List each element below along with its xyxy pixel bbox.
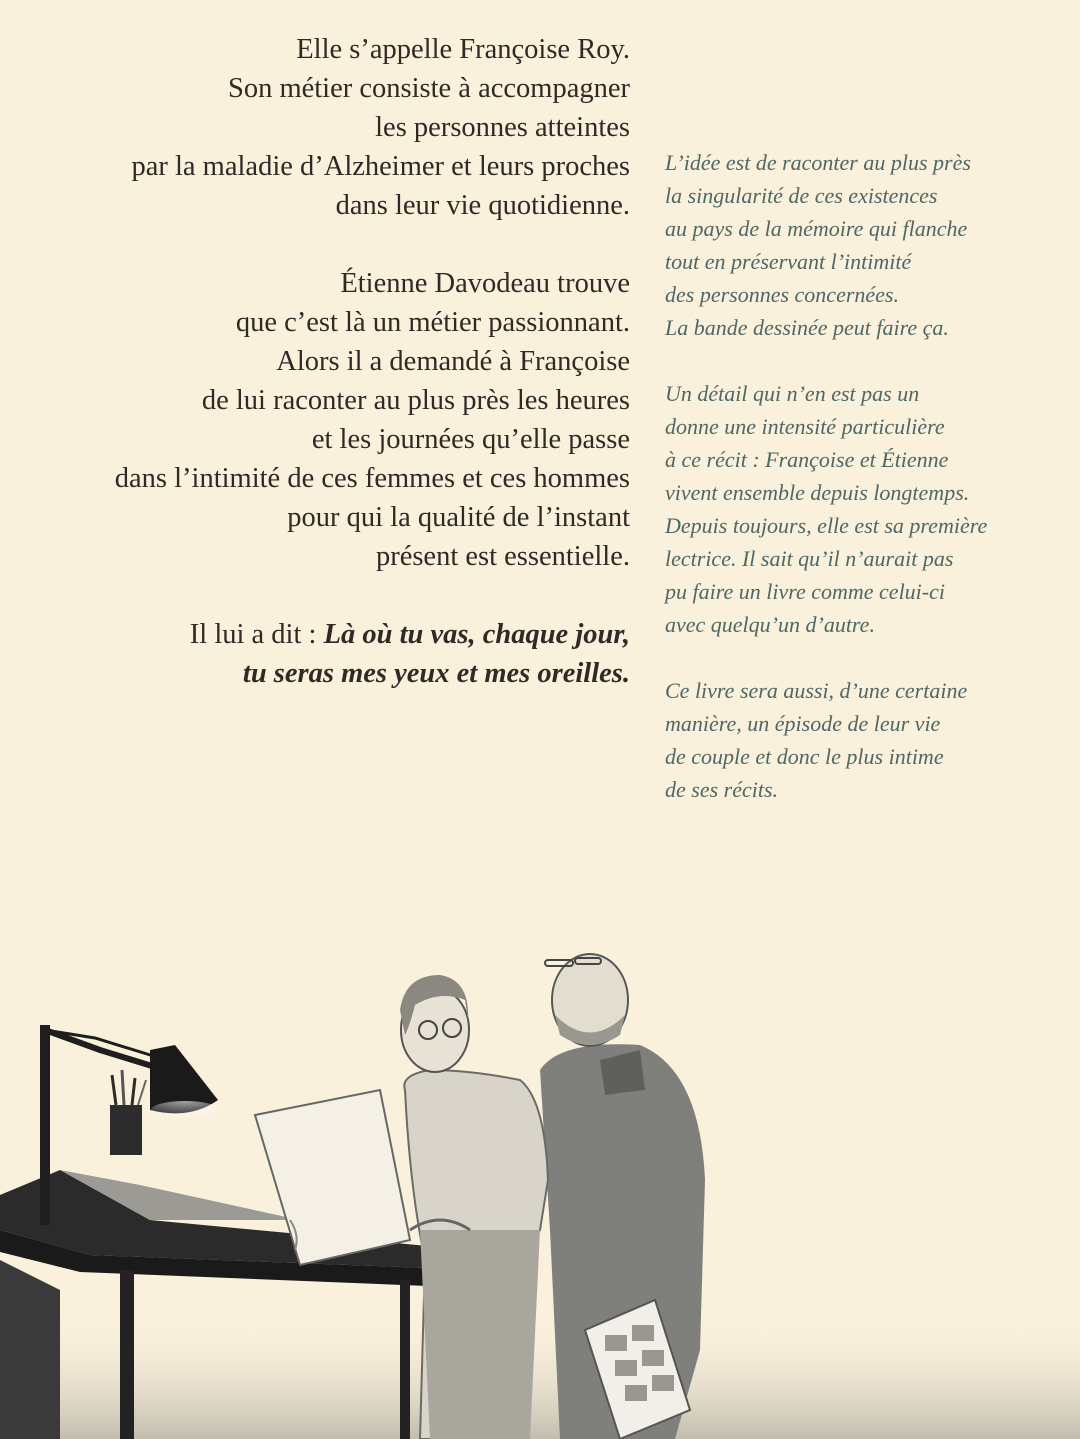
couple-paragraph	[665, 674, 1065, 806]
text-line: que c’est là un métier passionnant.	[235, 307, 630, 338]
text-line: des personnes concernées.	[665, 282, 899, 307]
quote-paragraph	[30, 615, 630, 693]
side-text-column	[665, 146, 1065, 839]
text-line: lectrice. Il sait qu’il n’aurait pas	[665, 546, 954, 571]
text-line: présent est essentielle.	[375, 541, 630, 572]
text-line: par la maladie d’Alzheimer et leurs proches	[131, 151, 630, 182]
text-line: manière, un épisode de leur vie	[665, 711, 941, 736]
text-line: Ce livre sera aussi, d’une certaine	[665, 678, 968, 703]
text-line: Étienne Davodeau trouve	[340, 268, 630, 299]
idea-paragraph	[665, 146, 1065, 344]
man-figure-icon	[540, 954, 705, 1439]
text-line: L’idée est de raconter au plus près	[665, 150, 971, 175]
quote-text: Là où tu vas, chaque jour,	[323, 619, 630, 650]
text-line: Elle s’appelle Françoise Roy.	[296, 34, 630, 65]
text-line: à ce récit : Françoise et Étienne	[665, 447, 949, 472]
text-line: avec quelqu’un d’autre.	[665, 612, 875, 637]
text-line: les personnes atteintes	[375, 112, 630, 143]
text-line: La bande dessinée peut faire ça.	[665, 315, 949, 340]
text-line: de couple et donc le plus intime	[665, 744, 944, 769]
text-line: dans l’intimité de ces femmes et ces hommes	[114, 463, 630, 494]
floor-shade	[0, 1310, 1080, 1439]
text-line: Alors il a demandé à Françoise	[276, 346, 630, 377]
text-line: et les journées qu’elle passe	[311, 424, 630, 455]
text-line: de lui raconter au plus près les heures	[201, 385, 630, 416]
text-line: Son métier consiste à accompagner	[227, 73, 630, 104]
detail-paragraph	[665, 377, 1065, 641]
text-line: Un détail qui n’en est pas un	[665, 381, 920, 406]
text-line: dans leur vie quotidienne.	[335, 190, 630, 221]
intro-paragraph	[30, 30, 630, 225]
text-line: de ses récits.	[665, 777, 779, 802]
quote-lead: Il lui a dit :	[189, 619, 317, 650]
quote-line-2	[30, 654, 630, 693]
text-line: tout en préservant l’intimité	[665, 249, 912, 274]
text-line: la singularité de ces existences	[665, 183, 938, 208]
quote-line-1	[30, 615, 630, 654]
couple-illustration	[0, 930, 1080, 1439]
text-line: donne une intensité particulière	[665, 414, 945, 439]
text-line: pour qui la qualité de l’instant	[287, 502, 630, 533]
quote-text: tu seras mes yeux et mes oreilles.	[242, 658, 630, 689]
pencil-cup-icon	[110, 1070, 146, 1155]
main-text-column	[30, 30, 630, 732]
text-line: vivent ensemble depuis longtemps.	[665, 480, 970, 505]
text-line: Depuis toujours, elle est sa première	[665, 513, 988, 538]
text-line: au pays de la mémoire qui flanche	[665, 216, 968, 241]
author-paragraph	[30, 264, 630, 576]
text-line: pu faire un livre comme celui-ci	[665, 579, 945, 604]
